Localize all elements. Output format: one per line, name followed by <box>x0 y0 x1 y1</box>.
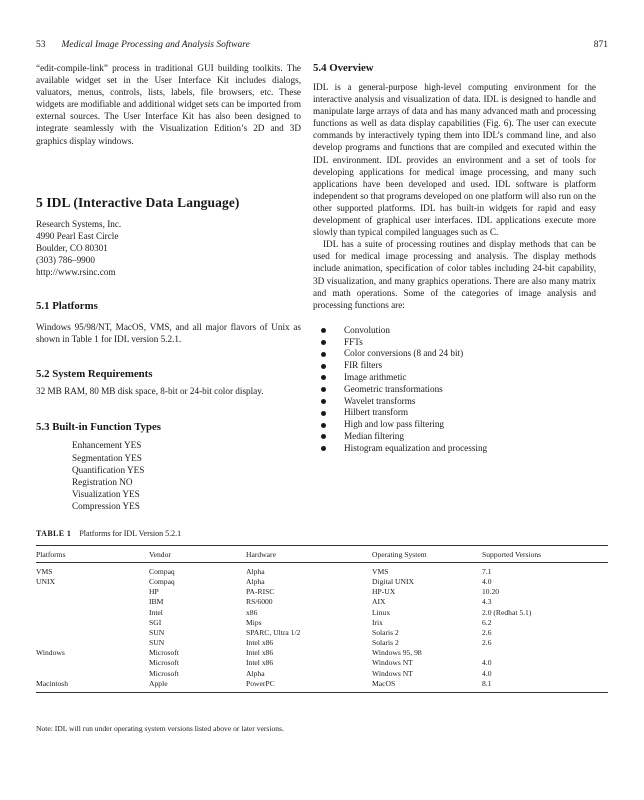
table-cell: Solaris 2 <box>372 627 399 637</box>
table-cell: 10.20 <box>482 587 500 597</box>
table-cell <box>36 608 149 618</box>
table-cell: Macintosh <box>36 679 149 693</box>
table-caption-text: Platforms for IDL Version 5.2.1 <box>79 529 182 538</box>
table-cell <box>482 648 608 658</box>
vendor-address <box>36 218 301 278</box>
address-line: Boulder, CO 80301 <box>36 242 108 253</box>
table-cell: 6.2 <box>482 617 492 627</box>
bullet-item: Image arithmetic <box>321 372 596 384</box>
table-cell: VMS <box>36 567 53 576</box>
table-cell: PowerPC <box>246 679 372 693</box>
function-type-item: Enhancement YES <box>72 440 142 451</box>
table-cell <box>36 597 149 607</box>
section-5-heading: 5 IDL (Interactive Data Language) <box>36 194 240 210</box>
bullet-item: Convolution <box>321 325 596 337</box>
bullet-item: FIR filters <box>321 360 596 372</box>
function-type-list <box>36 439 301 512</box>
table-cell: Apple <box>149 679 246 693</box>
table-cell <box>36 658 149 668</box>
table-cell: Compaq <box>149 567 175 576</box>
table-row <box>36 669 608 679</box>
table-cell: 7.1 <box>482 567 492 576</box>
bullet-item: Color conversions (8 and 24 bit) <box>321 348 596 360</box>
table-row <box>36 648 608 658</box>
function-type-item: Quantification YES <box>72 464 145 475</box>
table-cell <box>36 618 149 628</box>
address-line: Research Systems, Inc. <box>36 218 122 229</box>
platforms-paragraph: Windows 95/98/NT, MacOS, VMS, and all major flavors of Unix as shown in Table 1 for IDL version 5.2.1. <box>36 322 301 345</box>
chapter-number: 53 <box>36 40 46 50</box>
table-cell: HP-UX <box>372 587 396 597</box>
function-type-item: Segmentation YES <box>72 452 142 463</box>
table-cell: AIX <box>372 597 386 607</box>
table-cell: 4.0 <box>482 658 492 668</box>
section-5-3-heading: 5.3 Built-in Function Types <box>36 421 161 434</box>
column-header: Hardware <box>246 546 372 563</box>
column-header: Supported Versions <box>482 546 608 563</box>
table-cell: Microsoft <box>149 648 179 658</box>
table-cell: PA-RISC <box>246 587 275 597</box>
address-line: 4990 Pearl East Circle <box>36 230 119 241</box>
table-header-row <box>36 546 608 563</box>
table-cell <box>36 638 149 648</box>
table-cell: SPARC, Ultra 1/2 <box>246 627 301 637</box>
table-row <box>36 563 608 578</box>
table-row <box>36 597 608 607</box>
table-cell: 2.6 <box>482 638 492 648</box>
overview-paragraph-2: IDL has a suite of processing routines and display methods that can be used for medical image processing and analysis. The display methods include animation, specification of color tables including 24-bit capability, 3D visualization, and many graphics operations. There are also many matrix and math operations. Some of the categories of image analysis and processing functions are: <box>313 239 596 310</box>
table-cell: Microsoft <box>149 668 179 678</box>
table-cell: VMS <box>372 567 389 576</box>
column-header: Vendor <box>149 546 246 563</box>
table-cell: 4.3 <box>482 597 492 607</box>
table-cell: Windows NT <box>372 658 413 668</box>
function-category-list <box>321 325 596 455</box>
table-cell: 8.1 <box>482 679 608 693</box>
table-cell: Windows 95, 98 <box>372 648 422 658</box>
page-number: 871 <box>593 40 608 50</box>
bullet-item: Geometric transformations <box>321 384 596 396</box>
column-header: Platforms <box>36 546 149 563</box>
bullet-item: Histogram equalization and processing <box>321 443 596 455</box>
table-cell: Irix <box>372 617 383 627</box>
left-column <box>36 62 301 512</box>
table-row <box>36 679 608 693</box>
table-cell: Solaris 2 <box>372 638 399 648</box>
table-cell <box>36 628 149 638</box>
table-row <box>36 587 608 597</box>
table-row <box>36 658 608 668</box>
table-cell: Windows <box>36 648 65 658</box>
table-cell: SUN <box>149 638 165 648</box>
table-cell: SUN <box>149 627 165 637</box>
chapter-title: Medical Image Processing and Analysis Software <box>61 40 250 50</box>
right-column <box>313 62 596 455</box>
table-cell: 2.0 (Redhat 5.1) <box>482 607 532 617</box>
table-caption <box>36 529 181 538</box>
table-cell: Intel x86 <box>246 658 274 668</box>
table-cell: Intel x86 <box>246 638 274 648</box>
table-cell: x86 <box>246 607 258 617</box>
table-cell: IBM <box>149 597 164 607</box>
bullet-item: High and low pass filtering <box>321 419 596 431</box>
bullet-item: Wavelet transforms <box>321 396 596 408</box>
bullet-item: Hilbert transform <box>321 407 596 419</box>
table-cell: 2.6 <box>482 627 492 637</box>
function-type-item: Registration NO <box>72 476 133 487</box>
running-head <box>36 40 608 54</box>
table-cell: Alpha <box>246 668 265 678</box>
table-cell: MacOS <box>372 679 482 693</box>
address-line: (303) 786–9900 <box>36 254 95 265</box>
table-row <box>36 577 608 587</box>
table-cell: Intel <box>149 607 163 617</box>
table-cell: Windows NT <box>372 668 413 678</box>
section-5-4-heading: 5.4 Overview <box>313 62 374 74</box>
function-type-item: Compression YES <box>72 500 140 511</box>
table-cell: 4.0 <box>482 577 492 587</box>
table-row <box>36 608 608 618</box>
table-cell: Alpha <box>246 577 265 587</box>
platforms-table <box>36 545 608 693</box>
table-cell: Alpha <box>246 567 265 576</box>
vendor-url: http://www.rsinc.com <box>36 267 116 278</box>
table-cell: Mips <box>246 617 262 627</box>
table-cell: Intel x86 <box>246 648 274 658</box>
column-header: Operating System <box>372 546 482 563</box>
table-cell <box>36 587 149 597</box>
table-cell: Compaq <box>149 577 175 587</box>
table-note: Note: IDL will run under operating system versions listed above or later versions. <box>36 724 284 733</box>
table-cell: SGI <box>149 617 162 627</box>
table-cell: Digital UNIX <box>372 577 414 587</box>
table-cell: Linux <box>372 607 391 617</box>
intro-paragraph: “edit-compile-link” process in traditional GUI building toolkits. The available widget set in the User Interface Kit includes dialogs, valuators, menus, controls, lists, labels, file browsers, etc. These widgets are modifiable and additional widget sets can be imported from external sources. The User Interface Kit has also been designed to integrate seamlessly with the Visualization Edition’s 2D and 3D graphics display windows. <box>36 63 301 146</box>
table-cell: 4.0 <box>482 668 492 678</box>
table-row <box>36 638 608 648</box>
overview-paragraph-1: IDL is a general-purpose high-level computing environment for the interactive analysis and visualization of data. IDL is designed to handle and manipulate large arrays of data and has many advanced math and processing functions as well as data display capabilities (Fig. 6). The user can execute commands by interactively typing them into IDL’s command line, and also develop programs and functions that are compiled and executed within the IDL environment. IDL provides an environment and a set of tools for developing applications for medical image processing, and many such applications have been developed and used. IDL software is platform independent so that programs developed on one platform will also run on the other supported platforms. IDL has built-in widgets for rapid and easy development of graphical user interfaces. IDL applications execute more slowly than typical compiled languages such as C. <box>313 82 596 238</box>
bullet-item: Median filtering <box>321 431 596 443</box>
table-cell: RS/6000 <box>246 597 273 607</box>
section-5-1-heading: 5.1 Platforms <box>36 300 98 313</box>
table-cell: HP <box>149 587 159 597</box>
table-row <box>36 618 608 628</box>
table-cell <box>36 669 149 679</box>
function-type-item: Visualization YES <box>72 488 140 499</box>
table-label: TABLE 1 <box>36 529 72 538</box>
table-cell: Microsoft <box>149 658 179 668</box>
bullet-item: FFTs <box>321 337 596 349</box>
table-row <box>36 628 608 638</box>
table-cell: UNIX <box>36 577 55 587</box>
section-5-2-heading: 5.2 System Requirements <box>36 368 153 381</box>
requirements-paragraph: 32 MB RAM, 80 MB disk space, 8-bit or 24-bit color display. <box>36 386 264 397</box>
